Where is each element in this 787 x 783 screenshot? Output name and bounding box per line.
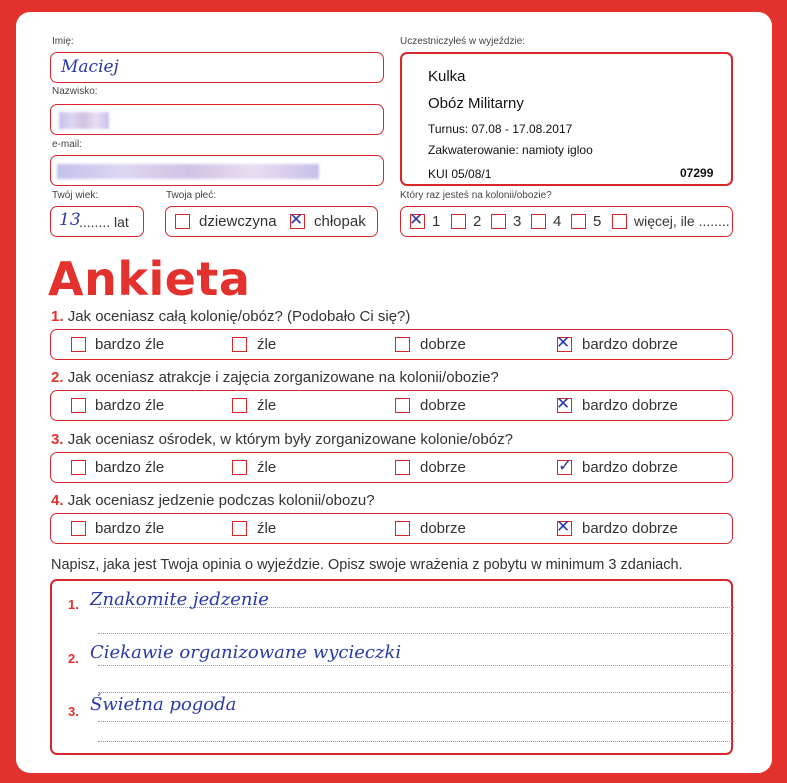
opinion-num-2: 2. [68,651,79,666]
times-checkbox-1[interactable] [410,214,425,229]
times-label-2: 2 [473,213,482,230]
gender-label-female: dziewczyna [199,213,277,230]
times-group [400,206,733,237]
rating-label: źle [257,459,277,476]
first-name-value: Maciej [61,57,119,77]
question-1-text [51,308,410,325]
rating-label: dobrze [420,520,466,537]
rating-label: bardzo źle [95,520,165,537]
gender-checkbox-female[interactable] [175,214,190,229]
rating-checkbox[interactable] [232,521,247,536]
times-label-5: 5 [593,213,602,230]
question-4-options [50,513,733,544]
rating-label: dobrze [420,336,466,353]
rating-label: bardzo dobrze [582,336,678,353]
rating-checkbox[interactable] [395,337,410,352]
camp-type: Obóz Militarny [428,95,524,112]
times-label: Który raz jesteś na kolonii/obozie? [400,190,552,201]
rating-label: źle [257,520,277,537]
opinion-line [98,721,734,722]
question-2-text [51,369,499,386]
rating-label: bardzo dobrze [582,397,678,414]
gender-group [165,206,378,237]
first-name-label: Imię: [52,36,74,47]
rating-checkbox[interactable] [557,337,572,352]
rating-label: bardzo dobrze [582,459,678,476]
opinion-text-3: Świetna pogoda [90,694,237,715]
rating-checkbox[interactable] [557,521,572,536]
rating-checkbox[interactable] [232,337,247,352]
gender-label-male: chłopak [314,213,366,230]
gender-label: Twoja płeć: [166,190,217,201]
times-checkbox-2[interactable] [451,214,466,229]
rating-checkbox[interactable] [232,398,247,413]
age-field[interactable] [50,206,144,237]
last-name-redacted [59,112,109,129]
email-redacted [57,164,319,179]
email-label: e-mail: [52,139,83,150]
opinion-text-1: Znakomite jedzenie [90,589,269,610]
question-label: Jak oceniasz ośrodek, w którym były zorganizowane kolonie/obóz? [67,431,513,448]
camp-turnus: Turnus: 07.08 - 17.08.2017 [428,122,573,136]
camp-label: Uczestniczyłeś w wyjeździe: [400,36,526,47]
times-label-4: 4 [553,213,562,230]
rating-checkbox[interactable] [557,460,572,475]
question-number: 2. [51,369,64,386]
gender-checkbox-male[interactable] [290,214,305,229]
question-3-options [50,452,733,483]
survey-sheet [16,12,772,773]
rating-checkbox[interactable] [232,460,247,475]
rating-label: źle [257,336,277,353]
email-field[interactable] [50,155,384,186]
opinion-num-1: 1. [68,597,79,612]
rating-checkbox[interactable] [395,398,410,413]
camp-code: KUI 05/08/1 [428,167,492,181]
opinion-line [98,692,734,693]
camp-accommodation: Zakwaterowanie: namioty igloo [428,143,593,157]
times-checkbox-more[interactable] [612,214,627,229]
opinion-line [98,741,734,742]
times-checkbox-3[interactable] [491,214,506,229]
rating-checkbox[interactable] [71,460,86,475]
rating-label: źle [257,397,277,414]
rating-checkbox[interactable] [71,398,86,413]
camp-number: 07299 [680,166,714,180]
times-label-more: więcej, ile ........ [634,213,730,229]
camp-card [400,52,733,186]
last-name-label: Nazwisko: [52,86,98,97]
rating-checkbox[interactable] [71,337,86,352]
rating-checkbox[interactable] [395,460,410,475]
question-3-text [51,431,513,448]
survey-title: Ankieta [48,252,251,306]
question-label: Jak oceniasz atrakcje i zajęcia zorganizowane na kolonii/obozie? [67,369,499,386]
opinion-box[interactable] [50,579,733,755]
age-label: Twój wiek: [52,190,99,201]
first-name-field[interactable] [50,52,384,83]
question-2-options [50,390,733,421]
times-label-3: 3 [513,213,522,230]
times-checkbox-5[interactable] [571,214,586,229]
rating-label: bardzo dobrze [582,520,678,537]
question-4-text [51,492,375,509]
opinion-prompt: Napisz, jaka jest Twoja opinia o wyjeździe. Opisz swoje wrażenia z pobytu w minimum 3 zdaniach. [51,557,683,573]
question-1-options [50,329,733,360]
rating-checkbox[interactable] [557,398,572,413]
question-label: Jak oceniasz jedzenie podczas kolonii/obozu? [67,492,375,509]
last-name-field[interactable] [50,104,384,135]
opinion-line [98,633,734,634]
question-number: 3. [51,431,64,448]
rating-checkbox[interactable] [71,521,86,536]
question-number: 1. [51,308,64,325]
opinion-line [98,665,734,666]
age-value: 13 [59,210,81,230]
opinion-text-2: Ciekawie organizowane wycieczki [90,642,402,663]
times-checkbox-4[interactable] [531,214,546,229]
rating-label: bardzo źle [95,397,165,414]
camp-name: Kulka [428,68,466,85]
rating-label: dobrze [420,459,466,476]
rating-label: bardzo źle [95,459,165,476]
opinion-num-3: 3. [68,704,79,719]
rating-checkbox[interactable] [395,521,410,536]
question-label: Jak oceniasz całą kolonię/obóz? (Podobało Ci się?) [67,308,411,325]
age-suffix: ........ lat [79,214,129,230]
times-label-1: 1 [432,213,441,230]
question-number: 4. [51,492,64,509]
rating-label: dobrze [420,397,466,414]
rating-label: bardzo źle [95,336,165,353]
